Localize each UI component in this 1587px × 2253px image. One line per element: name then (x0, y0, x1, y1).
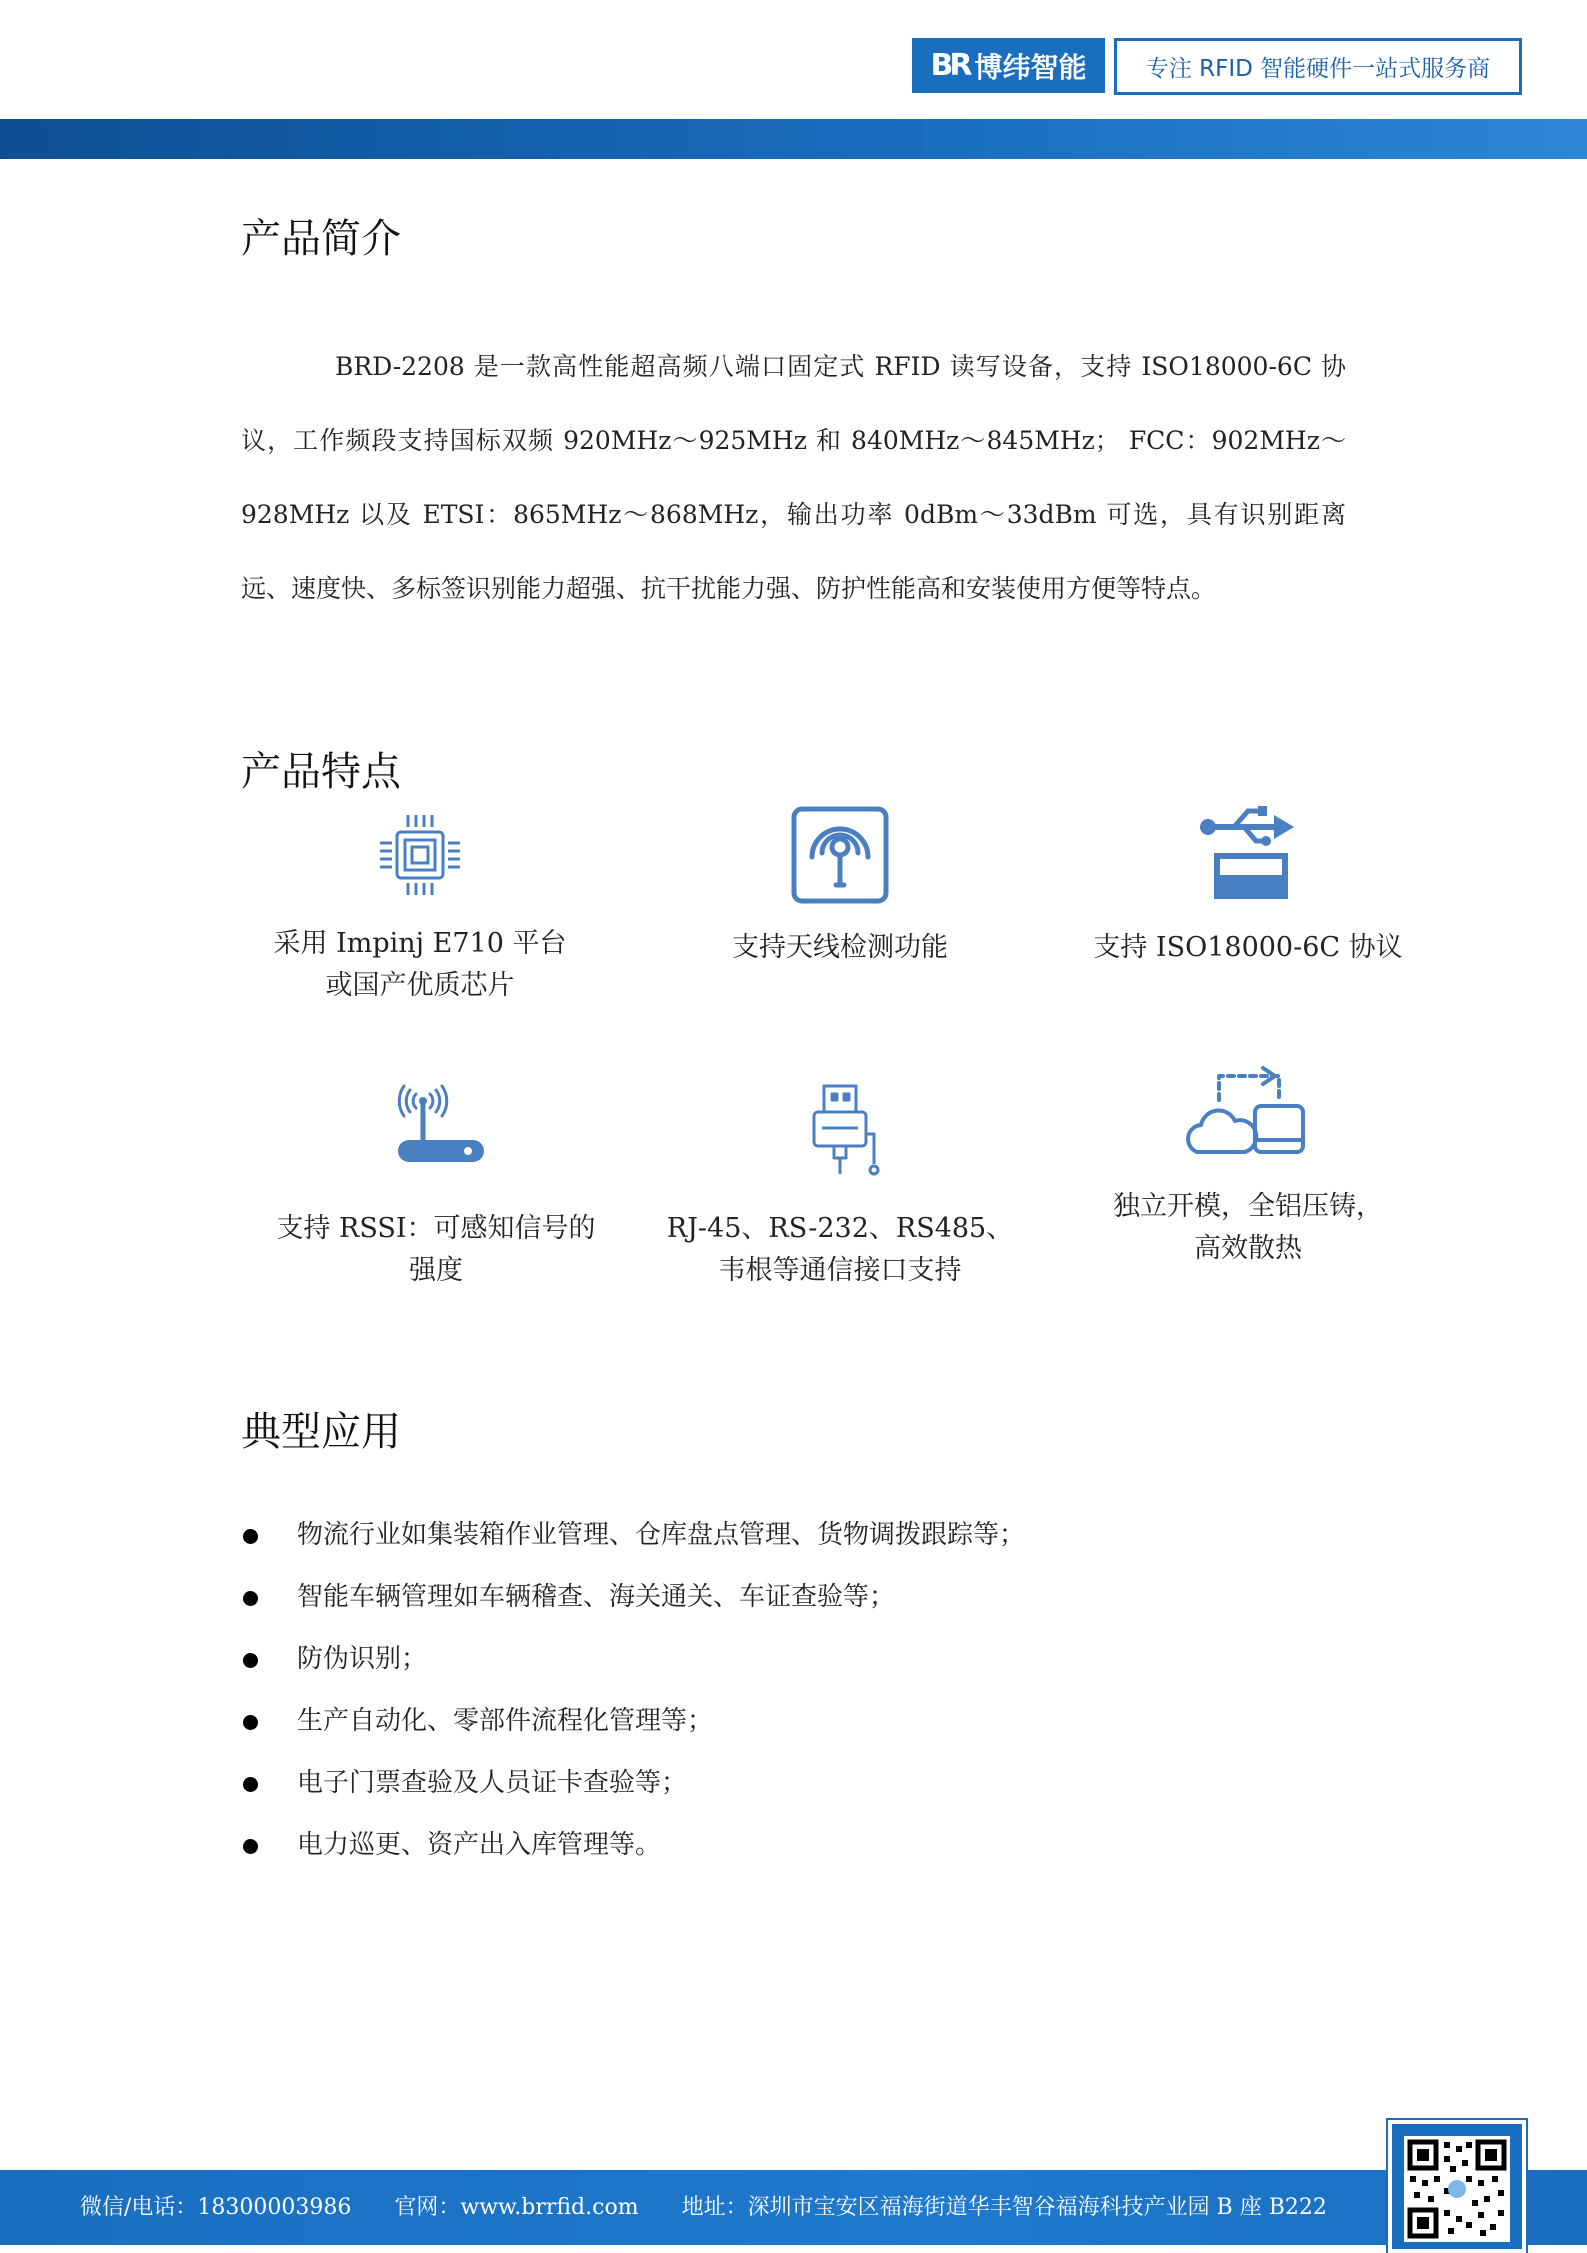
logo-mark: BR (930, 48, 969, 83)
brand-logo (912, 38, 1105, 93)
cloud-sync-icon (1183, 1060, 1313, 1160)
bullet-icon (243, 1529, 258, 1544)
list-item: 电子门票查验及人员证卡查验等； (241, 1758, 1341, 1820)
footer-address: 地址：深圳市宝安区福海街道华丰智谷福海科技产业园 B 座 B222 (681, 2195, 1327, 2220)
list-item: 防伪识别； (241, 1634, 1341, 1696)
bullet-icon (243, 1653, 258, 1668)
chip-icon (370, 805, 470, 905)
applications-title: 典型应用 (241, 1409, 401, 1455)
feature-label: RJ-45、RS-232、RS485、 韦根等通信接口支持 (666, 1213, 1014, 1286)
qr-code-icon (1404, 2136, 1510, 2242)
feature-label: 支持 RSSI：可感知信号的 强度 (276, 1213, 596, 1286)
connector-icon (790, 1078, 890, 1178)
intro-paragraph: BRD-2208 是一款高性能超高频八端口固定式 RFID 读写设备，支持 ISO18000-6C 协议，工作频段支持国标双频 920MHz～925MHz 和 840MHz～845MHz； FCC：902MHz～928MHz 以及 ETSI：865MHz～868MHz，输出功率 0dBm～33dBm 可选，具有识别距离远、速度快、多标签识别能力超强、抗干扰能力强、防护性能高和安装使用方便等特点。 (241, 352, 1346, 603)
list-item: 智能车辆管理如车辆稽查、海关通关、车证查验等； (241, 1572, 1341, 1634)
list-item: 生产自动化、零部件流程化管理等； (241, 1696, 1341, 1758)
features-title: 产品特点 (241, 749, 401, 795)
feature-label: 支持天线检测功能 (732, 932, 948, 963)
logo-text: 博纬智能 (974, 50, 1087, 84)
list-item: 物流行业如集装箱作业管理、仓库盘点管理、货物调拨跟踪等； (241, 1510, 1341, 1572)
applications-list (241, 1510, 1341, 1882)
page-header (0, 0, 1587, 160)
feature-label: 独立开模，全铝压铸， 高效散热 (1113, 1191, 1383, 1264)
feature-antenna (640, 805, 1040, 969)
list-item: 电力巡更、资产出入库管理等。 (241, 1820, 1341, 1882)
brand-slogan: 专注 RFID 智能硬件一站式服务商 (1114, 38, 1522, 95)
bullet-icon (243, 1715, 258, 1730)
page-footer (0, 2170, 1587, 2245)
footer-contact (80, 2170, 1363, 2245)
feature-label: 支持 ISO18000-6C 协议 (1093, 932, 1403, 963)
bullet-icon (243, 1591, 258, 1606)
header-bar (0, 119, 1587, 159)
feature-housing (1048, 1060, 1448, 1270)
qr-code (1388, 2120, 1526, 2253)
bullet-icon (243, 1777, 258, 1792)
feature-interfaces (640, 1078, 1040, 1292)
feature-rssi (236, 1078, 636, 1292)
router-icon (386, 1078, 486, 1178)
footer-phone: 微信/电话：18300003986 (80, 2195, 352, 2220)
footer-website[interactable]: 官网：www.brrfid.com (394, 2195, 639, 2220)
feature-chip (220, 805, 620, 1007)
antenna-icon (790, 805, 890, 905)
feature-usb (1048, 805, 1448, 969)
feature-label: 采用 Impinj E710 平台 或国产优质芯片 (273, 928, 567, 1001)
bullet-icon (243, 1839, 258, 1854)
usb-icon (1198, 805, 1298, 905)
intro-title: 产品简介 (241, 216, 401, 262)
